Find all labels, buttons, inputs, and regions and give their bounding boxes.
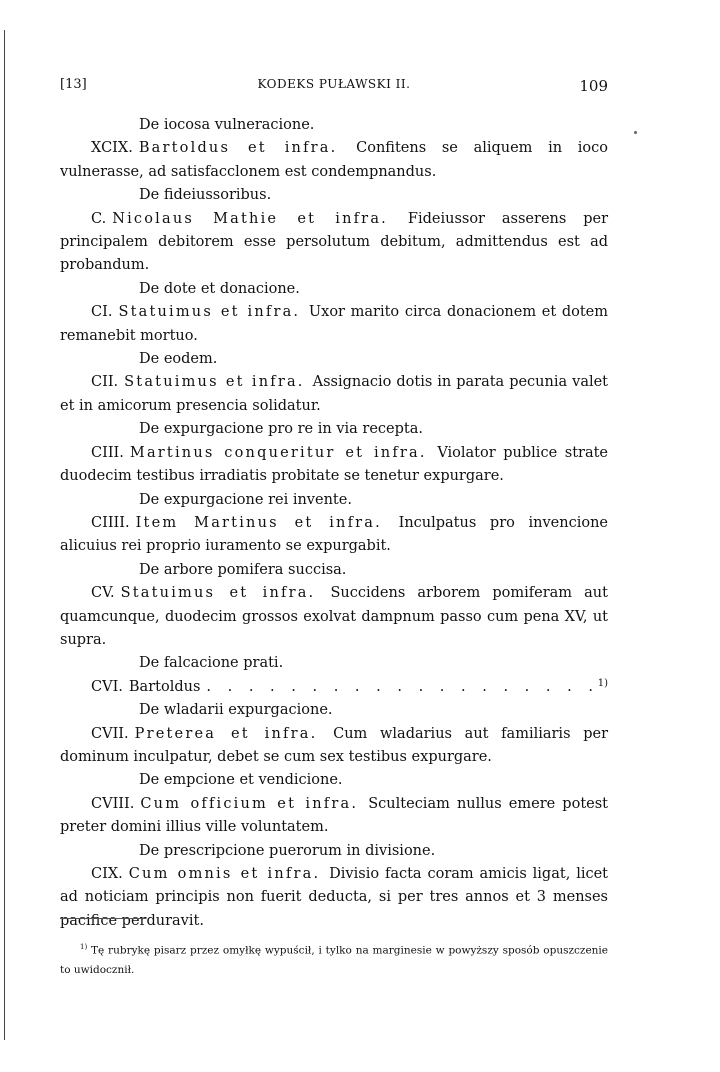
rubric: De prescripcione puerorum in divisione. [139,842,436,859]
article-entry [60,793,608,840]
folio-marker: [13] [60,77,87,92]
rubric: De eodem. [139,351,218,368]
running-header [60,77,608,97]
footnote-reference: 1) [597,677,608,689]
article-entry [60,676,608,699]
article-number: CIIII. [91,514,130,531]
article-incipit: Bartoldus et infra. [138,140,338,157]
article-entry [60,863,608,933]
article-number: CIX. [91,866,123,882]
article-incipit: Cum officium et infra. [140,795,359,812]
rubric: De wladarii expurgacione. [139,702,333,719]
scan-margin-line [4,30,5,1040]
article-entry [60,723,608,770]
article-number: CVIII. [91,795,135,812]
article-name: Bartoldus [128,678,201,695]
article-incipit: Preterea et infra. [134,725,318,742]
article-incipit: Item Martinus et infra. [135,514,382,531]
running-title: KODEKS PUŁAWSKI II. [257,77,411,91]
article-body: Inculpatus pro invencione alicuius rei proprio iuramento se expurgabit. [60,514,608,555]
article-number: C. [91,210,107,227]
article-incipit: Nicolaus Mathie et infra. [112,210,388,227]
rubric: De iocosa vulneracione. [139,117,315,133]
article-number: CVI. [91,678,123,695]
article-entry [60,442,608,489]
article-body: Sculteciam nullus emere potest preter domini illius ville voluntatem. [60,795,608,836]
article-body: Assignacio dotis in parata pecunia valet et in amicorum presencia solidatur. [60,374,609,414]
article-number: CV. [91,585,115,602]
rubric: De dote et donacione. [139,280,300,297]
article-entry [60,582,608,652]
rubric: De expurgacione pro re in via recepta. [139,421,423,438]
article-number: CIII. [91,444,124,461]
article-body: Succidens arborem pomiferam aut quamcunque, duodecim grossos exolvat dampnum passo cum pena XV, ut supra. [60,585,608,648]
footnote-rule [60,918,146,919]
dot-leader: . . . . . . . . . . . . . . . . . . . [206,678,599,695]
article-entry [60,512,608,559]
article-body: Divisio facta coram amicis ligat, licet ad noticiam principis non fuerit deducta, si per tres annos et 3 menses pacifice perduravit. [60,866,608,929]
footnote-marker: 1) [80,943,88,951]
article-body: Violator publice strate duodecim testibus irradiatis probitate se tenetur expurgare. [60,444,609,485]
article-incipit: Statuimus et infra. [118,304,301,321]
article-entry [60,208,608,278]
article-entry [60,371,608,418]
rubric: De falcacione prati. [139,655,284,672]
article-incipit: Statuimus et infra. [120,585,316,602]
footnote-text: Tę rubrykę pisarz przez omyłkę wypuścił, i tylko na marginesie w powyższy sposób opuszczenie to uwidocznił. [60,944,608,976]
article-entry [60,137,608,184]
page-number: 109 [579,77,608,95]
article-body: Uxor marito circa donacionem et dotem remanebit mortuo. [60,304,609,344]
article-incipit: Cum omnis et infra. [128,866,321,882]
rubric: De arbore pomifera succisa. [139,561,347,578]
rubric: De expurgacione rei invente. [139,491,352,508]
rubric: De empcione et vendicione. [139,772,343,789]
article-number: CVII. [91,725,129,742]
article-entry [60,301,608,348]
rubric: De fideiussoribus. [139,187,272,204]
article-number: XCIX. [91,140,133,157]
article-incipit: Statuimus et infra. [124,374,305,391]
scan-speck [634,131,637,134]
article-body: Fideiussor asserens per principalem debitorem esse persolutum debitum, admittendus est ad probandum. [60,210,609,274]
article-number: CI. [91,304,113,321]
article-incipit: Martinus conqueritur et infra. [129,444,427,461]
article-body: Cum wladarius aut familiaris per dominum inculpatur, debet se cum sex testibus expurgare. [60,725,609,765]
article-body: Confitens se aliquem in ioco vulnerasse, ad satisfacclonem est condempnandus. [60,140,609,180]
main-text [60,114,608,933]
article-number: CII. [91,374,119,391]
footnote [60,938,608,980]
